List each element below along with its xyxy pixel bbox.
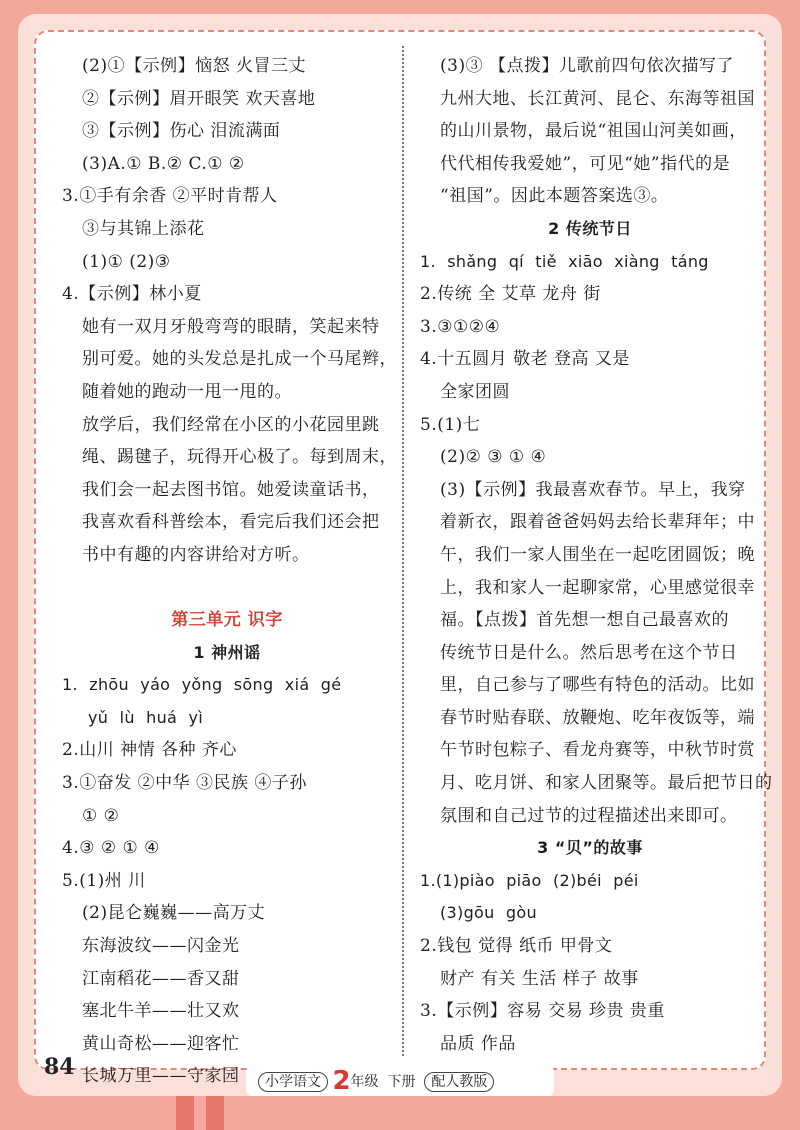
footer-term: 下册: [387, 1074, 416, 1090]
answer-line: 1 神州谣: [193, 642, 261, 662]
answer-line: yǔ lù huá yì: [88, 707, 204, 727]
answer-line: 2 传统节日: [548, 218, 632, 238]
answer-line: 春节时贴春联、放鞭炮、吃年夜饭等，端: [440, 707, 755, 728]
answer-line: (3)gōu gòu: [440, 903, 537, 923]
answer-line: (2)①【示例】恼怒 火冒三丈: [82, 56, 306, 76]
answer-line: (1)① (2)③: [82, 251, 171, 272]
footer-edition: 配人教版: [424, 1072, 494, 1092]
answer-line: 上，我和家人一起聊家常，心里感觉很幸: [440, 577, 755, 598]
answer-line: “祖国”。因此本题答案选③。: [440, 186, 669, 207]
answer-line: ②【示例】眉开眼笑 欢天喜地: [82, 88, 316, 109]
answer-line: 我喜欢看科普绘本，看完后我们还会把: [82, 512, 380, 533]
footer-grade-word: 年级: [350, 1074, 379, 1090]
answer-line: 东海波纹——闪金光: [82, 936, 240, 957]
answer-line: 绳、踢毽子，玩得开心极了。每到周末，: [82, 447, 397, 468]
answer-line: 着新衣，跟着爸爸妈妈去给长辈拜年；中: [440, 512, 755, 533]
answer-line: (2)② ③ ① ④: [440, 447, 547, 468]
answer-line: 全家团圆: [440, 381, 510, 402]
answer-line: 5.(1)七: [420, 414, 481, 435]
answer-line: 2.山川 神情 各种 齐心: [62, 740, 237, 761]
answer-line: 第三单元 识字: [171, 610, 283, 631]
answer-line: 2.传统 全 艾草 龙舟 街: [420, 284, 601, 305]
answer-line: 福。【点拨】首先想一想自己最喜欢的: [440, 610, 729, 631]
answer-line: 午，我们一家人围坐在一起吃团圆饭；晚: [440, 544, 755, 565]
answer-line: (2)昆仑巍巍——高万丈: [82, 903, 266, 924]
answer-line: 氛围和自己过节的过程描述出来即可。: [440, 805, 738, 826]
answer-line: 书中有趣的内容讲给对方听。: [82, 544, 310, 565]
answer-line: ③【示例】伤心 泪流满面: [82, 121, 281, 142]
answer-line: 放学后，我们经常在小区的小花园里跳: [82, 414, 380, 435]
answer-line: 传统节日是什么。然后思考在这个节日: [440, 642, 738, 663]
column-divider: [402, 46, 404, 1056]
answer-line: (3)A.① B.② C.① ②: [82, 153, 245, 174]
answer-line: 3.【示例】容易 交易 珍贵 贵重: [420, 1001, 665, 1022]
answer-line: 长城万里——守家园: [82, 1066, 240, 1087]
answer-line: 3.③①②④: [420, 316, 501, 337]
answer-line: 5.(1)州 川: [62, 870, 146, 891]
answer-line: 4.十五圆月 敬老 登高 又是: [420, 349, 630, 370]
answer-line: (3)【示例】我最喜欢春节。早上，我穿: [440, 479, 746, 500]
answer-line: ③与其锦上添花: [82, 218, 205, 239]
right-column: [420, 50, 773, 1060]
answer-line: 别可爱。她的头发总是扎成一个马尾辫，: [82, 349, 397, 370]
page-edge-tab: [206, 1096, 224, 1130]
answer-line: 九州大地、长江黄河、昆仑、东海等祖国: [440, 88, 755, 109]
answer-line: 她有一双月牙般弯弯的眼睛，笑起来特: [82, 316, 380, 337]
answer-line: ① ②: [82, 805, 120, 826]
answer-line: (3)③ 【点拨】儿歌前四句依次描写了: [440, 56, 734, 76]
answer-line: 3.①手有余香 ②平时肯帮人: [62, 186, 278, 207]
answer-line: 黄山奇松——迎客忙: [82, 1033, 240, 1054]
answer-line: 3.①奋发 ②中华 ③民族 ④子孙: [62, 773, 307, 794]
answer-line: 我们会一起去图书馆。她爱读童话书，: [82, 479, 380, 500]
answer-line: 4.③ ② ① ④: [62, 838, 160, 859]
left-column: [62, 50, 397, 1093]
answer-line: 的山川景物，最后说“祖国山河美如画，: [440, 121, 747, 142]
answer-line: 财产 有关 生活 样子 故事: [440, 968, 639, 989]
answer-line: 1. shǎng qí tiě xiāo xiàng táng: [420, 251, 709, 271]
page-edge-tab: [176, 1096, 194, 1130]
answer-line: 随着她的跑动一甩一甩的。: [82, 381, 292, 402]
answer-line: 1.(1)piào piāo (2)béi péi: [420, 870, 639, 890]
answer-line: 塞北牛羊——壮又欢: [82, 1001, 240, 1022]
answer-line: 月、吃月饼、和家人团聚等。最后把节日的: [440, 773, 773, 794]
footer-subject: 小学语文: [258, 1072, 328, 1092]
page-number: 84: [44, 1054, 75, 1080]
footer-book-info: [258, 1066, 494, 1096]
answer-line: 2.钱包 觉得 纸币 甲骨文: [420, 936, 613, 957]
answer-line: 午节时包粽子、看龙舟赛等，中秋节时赏: [440, 740, 755, 761]
footer-grade-number: 2: [332, 1066, 351, 1096]
answer-line: 里，自己参与了哪些有特色的活动。比如: [440, 675, 755, 696]
answer-line: 代代相传我爱她”，可见“她”指代的是: [440, 153, 731, 174]
answer-line: 品质 作品: [440, 1033, 516, 1054]
answer-line: 1. zhōu yáo yǒng sōng xiá gé: [62, 675, 342, 695]
answer-line: [62, 572, 392, 605]
answer-line: 4.【示例】林小夏: [62, 284, 202, 305]
answer-line: 3 “贝”的故事: [537, 838, 643, 858]
answer-line: 江南稻花——香又甜: [82, 968, 240, 989]
